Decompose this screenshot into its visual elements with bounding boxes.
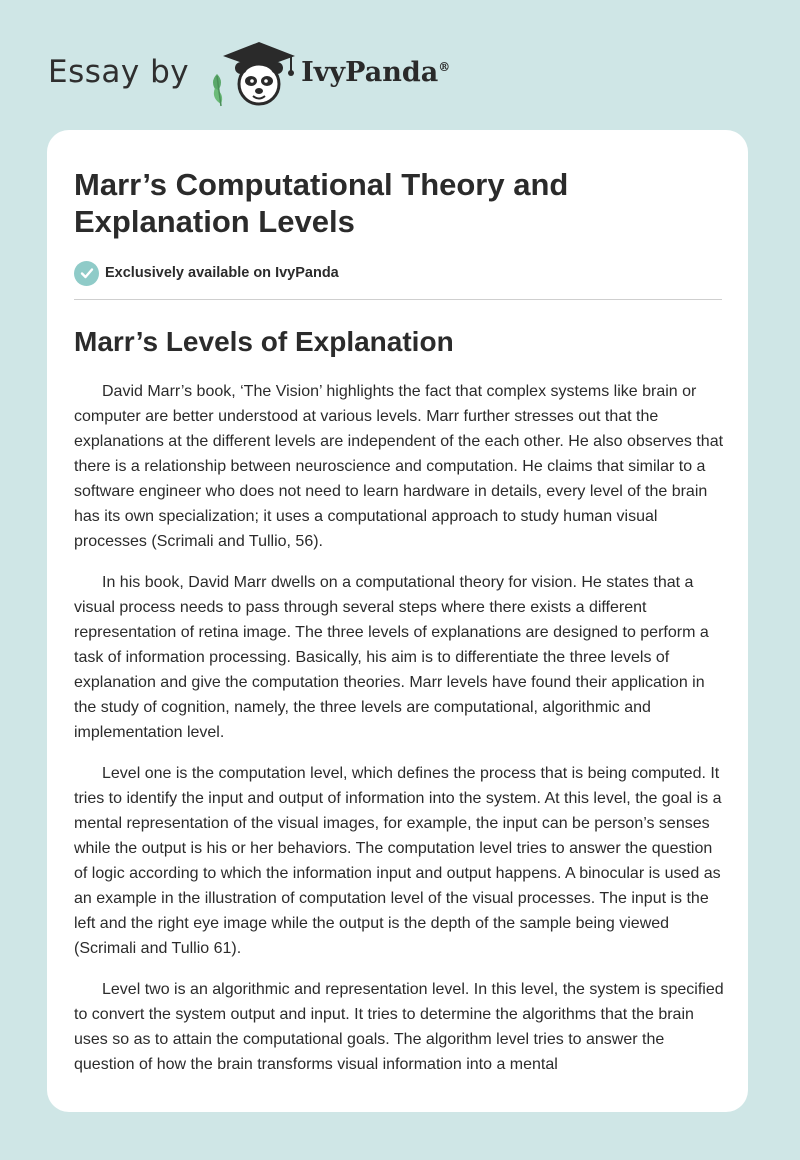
brand-name: IvyPanda® bbox=[301, 56, 451, 88]
paragraph: Level one is the computation level, which defines the process that is being computed. It tries to identify the input and output of information into the system. At this level, the goal is a mental representation of the visual images, for example, the input can be person’s senses while the output is his or her behaviors. The computation level tries to answer the question of logic according to which the information input and output happens. A binocular is used as an example in the illustration of computation level of the visual processes. The input is the left and the right eye image while the output is the depth of the sample being viewed (Scrimali and Tullio 61). bbox=[74, 765, 722, 957]
section-heading: Marr’s Levels of Explanation bbox=[74, 326, 454, 357]
essay-card bbox=[47, 130, 748, 1112]
checkmark-icon bbox=[74, 261, 99, 286]
exclusive-badge-label: Exclusively available on IvyPanda bbox=[105, 265, 339, 281]
paragraph: David Marr’s book, ‘The Vision’ highlights the fact that complex systems like brain or computer are better understood at various levels. Marr further stresses out that the explanations at the different levels are independent of the each other. He also observes that there is a relationship between neuroscience and computation. He claims that similar to a software engineer who does not need to learn hardware in details, every level of the brain has its own specialization; it uses a computational approach to study human visual processes (Scrimali and Tullio, 56). bbox=[74, 383, 724, 550]
divider bbox=[74, 299, 722, 300]
paragraph: Level two is an algorithmic and representation level. In this level, the system is specified to convert the system output and input. It tries to determine the algorithms that the brain uses so as to attain the computational goals. The algorithm level tries to answer the question of how the brain transforms visual information into a mental bbox=[74, 981, 724, 1073]
panda-logo-icon bbox=[203, 36, 299, 108]
essay-title: Marr’s Computational Theory and Explanation Levels bbox=[74, 167, 569, 239]
essay-body bbox=[74, 379, 724, 1077]
paragraph: In his book, David Marr dwells on a computational theory for vision. He states that a visual process needs to pass through several steps where there exists a different representation of retina image. The three levels of explanations are designed to perform a task of information processing. Basically, his aim is to differentiate the three levels of explanation and give the computation theories. Marr levels have found their application in the study of cognition, namely, the three levels are computational, algorithmic and implementation level. bbox=[74, 574, 709, 741]
brand-header[interactable] bbox=[48, 36, 508, 108]
brand-prefix: Essay by bbox=[48, 54, 190, 90]
exclusive-badge bbox=[74, 260, 722, 286]
